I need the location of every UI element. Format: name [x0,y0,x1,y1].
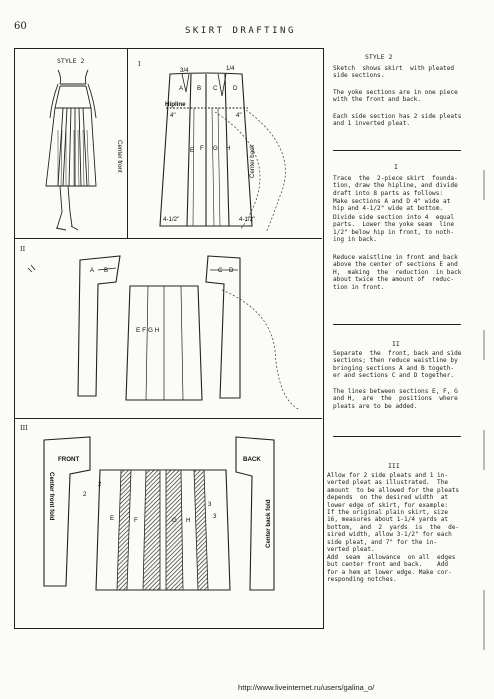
p1-section-g: G [213,145,218,152]
p3-two-b: 2 [98,481,102,488]
style-description: Sketch shows skirt with pleated side sections. [333,65,455,80]
p1-center-back: Center back [249,144,256,178]
step-2-heading: II [392,340,400,348]
p1-section-h: H [226,145,231,152]
p1-section-e: E [190,147,195,154]
p1-hem-left: 4-1/2" [163,216,180,223]
step-3-panel-label: III [20,424,28,432]
p3-three-a: 3 [208,501,212,508]
p1-section-c: C [213,85,218,92]
page-title: SKIRT DRAFTING [185,26,296,36]
p3-center-back-fold: Center back fold [265,499,272,548]
p1-dim-b: 1/4 [226,65,235,72]
p3-section-f: F [134,517,138,524]
p3-front-label: FRONT [58,456,80,463]
step-1-reduce-waistline: Reduce waistline in front and back above the center of sections E and H, making the reduction in back about twice the amount of reduc- tion in front. [333,254,462,291]
step-2-panel-label: II [20,245,26,253]
step-3-seam-allowance: Add seam allowance on all edges but center front and back. Add for a hem at lower edge. Make cor- responding notches. [327,554,456,584]
step-3-heading: III [388,462,400,470]
p1-center-front: Center front [116,140,123,173]
p3-section-g: G [172,517,177,524]
step-1-make-sections: Make sections A and D 4" wide at hip and 4-1/2" wide at bottom. [333,198,451,213]
p1-dim-a: 3/4 [180,67,189,74]
p2-section-a: A [90,267,95,274]
p3-section-h: H [186,517,191,524]
step-3-allow-pleats: Allow for 2 side pleats and 1 in- verted pleat as illustrated. The amount to be allowed for the pleats depends on the desired width at lower edge of skirt, for example: If the original plain skirt, size 16, measures about 1-1/4 yards at bottom, and 2 yards is the de- sired width, allow 3-1/2" for each side pleat, and 7" for the in- verted pleat. [327,472,460,554]
p1-hem-right: 4-1/2" [239,216,256,223]
source-url: http://www.liveinternet.ru/users/galina_o/ [238,683,375,692]
p3-center-front-fold: Center front fold [48,472,55,521]
step-1-intro: Trace the 2-piece skirt founda- tion, draw the hipline, and divide draft into 8 parts as follows: [333,175,458,197]
pleats-description: Each side section has 2 side pleats and 1 inverted pleat. [333,113,462,128]
style-sketch-label: STYLE 2 [57,57,85,65]
p3-three-b: 3 [213,513,217,520]
style-heading: STYLE 2 [365,53,393,61]
p3-back-label: BACK [243,456,261,463]
step-2-separate: Separate the front, back and side sections; then reduce waistline by bringing sections A and B togeth- er and sections C and D together. [333,350,462,380]
p2-section-d: D [229,267,234,274]
p1-section-d: D [233,85,238,92]
step-1-panel-label: I [138,60,141,68]
p1-four-a: 4" [170,112,176,119]
step-2-pleat-lines: The lines between sections E, F, G and H, are the positions where pleats are to be added. [333,388,458,410]
p2-section-b: B [104,267,109,274]
p1-four-b: 4" [236,112,242,119]
p1-section-a: A [179,85,184,92]
p1-section-b: B [197,85,202,92]
p1-hipline: Hipline [165,101,186,108]
p2-sections-efgh: E F G H [136,327,160,334]
p3-section-e: E [110,515,115,522]
page-number: 60 [14,21,27,32]
p3-two-a: 2 [83,491,87,498]
p1-section-f: F [200,145,204,152]
step-1-heading: I [394,163,398,171]
p2-section-c: C [218,267,223,274]
step-1-divide-sections: Divide side section into 4 equal parts. Lower the yoke seam line 1/2" below hip in front, to noth- ing in back. [333,214,455,244]
yoke-description: The yoke sections are in one piece with the front and back. [333,89,458,104]
